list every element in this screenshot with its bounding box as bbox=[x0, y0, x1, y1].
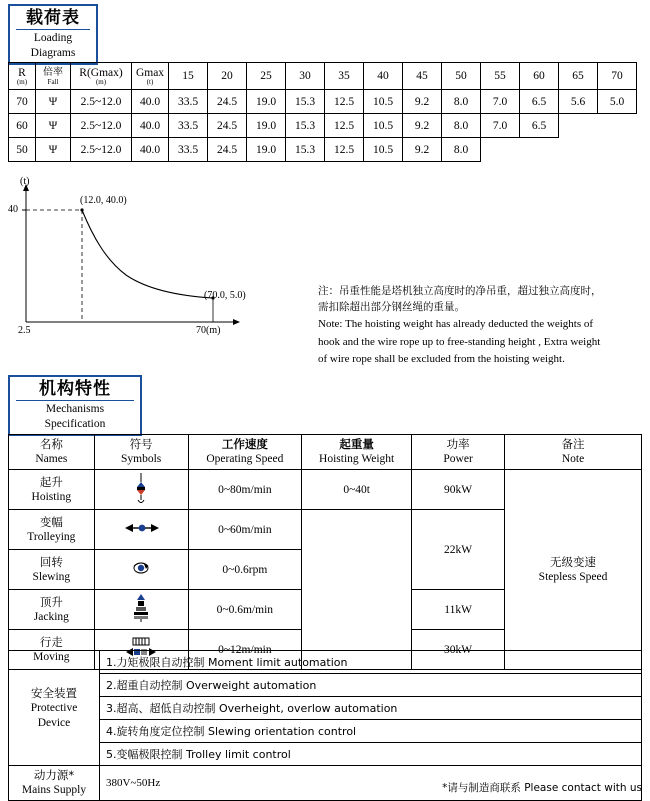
header-rgmax: R(Gmax) (m) bbox=[71, 63, 132, 90]
cell-value: 5.6 bbox=[559, 90, 598, 114]
cell-value: 5.0 bbox=[598, 90, 637, 114]
row-label-slewing: 回转 Slewing bbox=[9, 550, 95, 590]
row-label-hoisting: 起升 Hoisting bbox=[9, 470, 95, 510]
table-row bbox=[9, 114, 637, 138]
header-r: R (m) bbox=[9, 63, 36, 90]
hoisting-weight: 0~40t bbox=[302, 470, 412, 510]
header-radius-60: 60 bbox=[520, 63, 559, 90]
cell-value: 19.0 bbox=[247, 114, 286, 138]
note-cn-line1: 注：吊重性能是塔机独立高度时的净吊重，超过独立高度时， bbox=[318, 285, 602, 297]
cell-empty bbox=[559, 138, 598, 162]
cell-value: 15.3 bbox=[286, 138, 325, 162]
hoisting-note bbox=[318, 283, 643, 368]
cell-value: 9.2 bbox=[403, 138, 442, 162]
cell-value: 15.3 bbox=[286, 114, 325, 138]
table-header-row bbox=[9, 63, 637, 90]
table-row-hoisting bbox=[9, 470, 642, 510]
hoisting-power: 90kW bbox=[412, 470, 505, 510]
jacking-speed: 0~0.6m/min bbox=[188, 590, 302, 630]
header-radius-15: 15 bbox=[169, 63, 208, 90]
protective-item: 2.超重自动控制 Overweight automation bbox=[100, 674, 642, 697]
note-stepless-speed: 无级变速 Stepless Speed bbox=[505, 470, 642, 670]
cell-empty bbox=[598, 114, 637, 138]
chart-x-tick-start: 2.5 bbox=[18, 325, 31, 336]
chart-x-tick-end: 70(m) bbox=[196, 325, 221, 336]
cell-value: 8.0 bbox=[442, 138, 481, 162]
header-radius-20: 20 bbox=[208, 63, 247, 90]
load-curve-svg bbox=[8, 182, 258, 354]
cell-empty bbox=[559, 114, 598, 138]
moving-power: 30kW bbox=[412, 630, 505, 670]
cell-value: 10.5 bbox=[364, 138, 403, 162]
cell-rgmax: 2.5~12.0 bbox=[71, 138, 132, 162]
cell-value: 33.5 bbox=[169, 90, 208, 114]
mains-supply-value: 380V~50Hz bbox=[100, 766, 642, 801]
cell-value: 33.5 bbox=[169, 138, 208, 162]
trolleying-slewing-power: 22kW bbox=[412, 510, 505, 590]
trolleying-icon bbox=[94, 510, 188, 550]
table-row bbox=[9, 138, 637, 162]
load-curve-chart bbox=[8, 176, 258, 354]
note-en-line2: hook and the wire rope up to free-standing height , Extra weight bbox=[318, 335, 601, 348]
table-row bbox=[9, 90, 637, 114]
header-radius-50: 50 bbox=[442, 63, 481, 90]
trolleying-speed: 0~60m/min bbox=[188, 510, 302, 550]
cell-r: 50 bbox=[9, 138, 36, 162]
cell-empty bbox=[481, 138, 520, 162]
header-gmax: Gmax (t) bbox=[132, 63, 169, 90]
note-cn-line2: 需扣除超出部分钢丝绳的重量。 bbox=[318, 301, 465, 313]
mechanisms-specification-title bbox=[8, 375, 142, 436]
protective-item: 4.旋转角度定位控制 Slewing orientation control bbox=[100, 720, 642, 743]
protective-row-3 bbox=[9, 697, 642, 720]
protective-item: 5.变幅极限控制 Trolley limit control bbox=[100, 743, 642, 766]
footer-contact-note: *请与制造商联系 Please contact with us bbox=[442, 782, 642, 794]
header-radius-70: 70 bbox=[598, 63, 637, 90]
cell-value: 12.5 bbox=[325, 114, 364, 138]
loading-diagrams-title bbox=[8, 4, 98, 65]
cell-value: 6.5 bbox=[520, 90, 559, 114]
chart-annotation-start: (12.0, 40.0) bbox=[80, 195, 127, 206]
header-power: 功率 Power bbox=[412, 435, 505, 470]
note-en-line1: Note: The hoisting weight has already deducted the weights of bbox=[318, 318, 594, 330]
header-radius-40: 40 bbox=[364, 63, 403, 90]
protective-row-2 bbox=[9, 674, 642, 697]
jacking-power: 11kW bbox=[412, 590, 505, 630]
protective-device-label: 安全装置 Protective Device bbox=[9, 651, 100, 766]
header-fall: 倍率 Fall bbox=[36, 63, 71, 90]
cell-empty bbox=[520, 138, 559, 162]
mechanisms-table bbox=[8, 434, 642, 670]
mechanisms-title-cn: 机构特性 bbox=[39, 379, 111, 399]
header-radius-30: 30 bbox=[286, 63, 325, 90]
header-names: 名称 Names bbox=[9, 435, 95, 470]
cell-value: 24.5 bbox=[208, 90, 247, 114]
protective-item: 3.超高、超低自动控制 Overheight, overlow automation bbox=[100, 697, 642, 720]
hoisting-icon bbox=[94, 470, 188, 510]
chart-y-unit: (t) bbox=[20, 176, 30, 187]
cell-r: 60 bbox=[9, 114, 36, 138]
jacking-icon bbox=[94, 590, 188, 630]
cell-value: 8.0 bbox=[442, 114, 481, 138]
header-symbols: 符号 Symbols bbox=[94, 435, 188, 470]
header-radius-35: 35 bbox=[325, 63, 364, 90]
loading-table bbox=[8, 62, 637, 162]
header-operating-speed: 工作速度 Operating Speed bbox=[188, 435, 302, 470]
row-label-jacking: 顶升 Jacking bbox=[9, 590, 95, 630]
cell-empty bbox=[598, 138, 637, 162]
protective-and-mains-table bbox=[8, 650, 642, 801]
cell-rgmax: 2.5~12.0 bbox=[71, 90, 132, 114]
cell-value: 7.0 bbox=[481, 90, 520, 114]
protective-row-4 bbox=[9, 720, 642, 743]
cell-gmax: 40.0 bbox=[132, 90, 169, 114]
slewing-speed: 0~0.6rpm bbox=[188, 550, 302, 590]
moving-speed: 0~12m/min bbox=[188, 630, 302, 670]
cell-fall: Ψ bbox=[36, 90, 71, 114]
cell-r: 70 bbox=[9, 90, 36, 114]
cell-value: 19.0 bbox=[247, 90, 286, 114]
header-hoisting-weight: 起重量 Hoisting Weight bbox=[302, 435, 412, 470]
cell-value: 33.5 bbox=[169, 114, 208, 138]
header-radius-45: 45 bbox=[403, 63, 442, 90]
cell-value: 6.5 bbox=[520, 114, 559, 138]
header-radius-55: 55 bbox=[481, 63, 520, 90]
cell-value: 8.0 bbox=[442, 90, 481, 114]
cell-fall: Ψ bbox=[36, 138, 71, 162]
header-note: 备注 Note bbox=[505, 435, 642, 470]
header-radius-65: 65 bbox=[559, 63, 598, 90]
cell-value: 10.5 bbox=[364, 114, 403, 138]
cell-value: 15.3 bbox=[286, 90, 325, 114]
protective-item: 1.力矩极限自动控制 Moment limit automation bbox=[100, 651, 642, 674]
protective-row-1 bbox=[9, 651, 642, 674]
cell-gmax: 40.0 bbox=[132, 138, 169, 162]
row-label-trolleying: 变幅 Trolleying bbox=[9, 510, 95, 550]
chart-y-tick-40: 40 bbox=[8, 204, 18, 215]
cell-value: 9.2 bbox=[403, 114, 442, 138]
table-header-row bbox=[9, 435, 642, 470]
cell-value: 7.0 bbox=[481, 114, 520, 138]
slewing-icon bbox=[94, 550, 188, 590]
cell-value: 19.0 bbox=[247, 138, 286, 162]
note-en-line3: of wire rope shall be excluded from the hoisting weight. bbox=[318, 353, 565, 365]
loading-diagrams-title-cn: 载荷表 bbox=[26, 8, 80, 28]
cell-value: 9.2 bbox=[403, 90, 442, 114]
cell-value: 24.5 bbox=[208, 114, 247, 138]
cell-value: 12.5 bbox=[325, 138, 364, 162]
cell-gmax: 40.0 bbox=[132, 114, 169, 138]
header-radius-25: 25 bbox=[247, 63, 286, 90]
mains-supply-label: 动力源* Mains Supply bbox=[9, 766, 100, 801]
cell-value: 10.5 bbox=[364, 90, 403, 114]
cell-value: 12.5 bbox=[325, 90, 364, 114]
hoisting-speed: 0~80m/min bbox=[188, 470, 302, 510]
protective-row-5 bbox=[9, 743, 642, 766]
weight-empty bbox=[302, 510, 412, 670]
cell-value: 24.5 bbox=[208, 138, 247, 162]
chart-annotation-end: (70.0, 5.0) bbox=[204, 290, 246, 301]
cell-fall: Ψ bbox=[36, 114, 71, 138]
row-label-moving: 行走 Moving bbox=[9, 630, 95, 670]
cell-rgmax: 2.5~12.0 bbox=[71, 114, 132, 138]
loading-diagrams-title-en: Loading Diagrams bbox=[16, 29, 90, 61]
mechanisms-title-en: Mechanisms Specification bbox=[16, 400, 134, 432]
